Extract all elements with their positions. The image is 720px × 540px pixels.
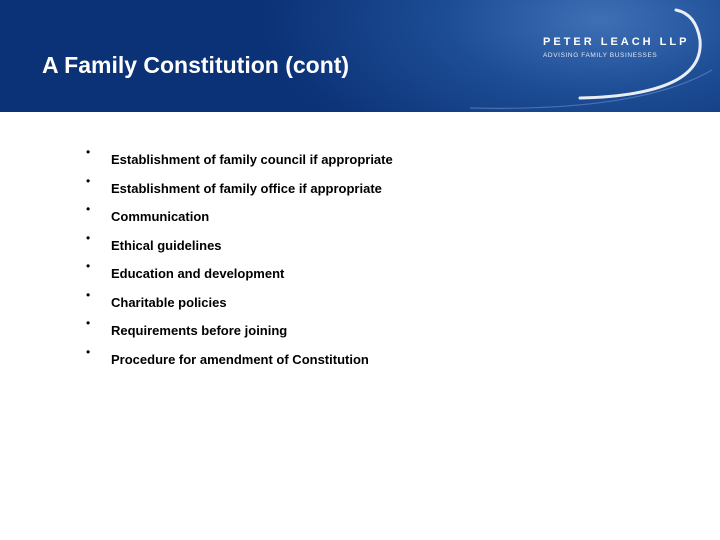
bullet-text: Establishment of family office if appropriate — [111, 180, 382, 196]
bullet-item — [0, 173, 600, 202]
bullet-item — [0, 230, 600, 259]
logo-tagline: ADVISING FAMILY BUSINESSES — [543, 52, 658, 59]
bullet-dot-icon: • — [86, 316, 91, 330]
bullet-item — [0, 287, 600, 316]
bullet-text: Charitable policies — [111, 294, 227, 310]
bullet-text: Procedure for amendment of Constitution — [111, 351, 369, 367]
bullet-item — [0, 344, 600, 373]
bullet-dot-icon: • — [86, 230, 91, 245]
bullet-text: Communication — [111, 209, 210, 224]
header-banner — [0, 0, 720, 112]
bullet-text: Education and development — [111, 266, 285, 281]
bullet-dot-icon: • — [86, 202, 91, 216]
bullet-text: Ethical guidelines — [111, 237, 222, 253]
logo-company-name: PETER LEACH LLP — [543, 36, 690, 48]
bullet-text: Establishment of family council if appropriate — [111, 152, 393, 167]
bullet-text: Requirements before joining — [111, 323, 288, 338]
bullet-item — [0, 201, 600, 230]
bullet-dot-icon: • — [86, 344, 91, 359]
bullet-item — [0, 144, 600, 173]
bullet-item — [0, 315, 600, 344]
slide-title: A Family Constitution (cont) — [42, 52, 350, 78]
bullet-dot-icon: • — [86, 287, 91, 302]
bullet-dot-icon: • — [86, 145, 91, 159]
bullet-dot-icon: • — [86, 259, 91, 273]
bullet-item — [0, 258, 600, 287]
bullet-dot-icon: • — [86, 173, 91, 188]
bullet-list — [0, 144, 600, 372]
